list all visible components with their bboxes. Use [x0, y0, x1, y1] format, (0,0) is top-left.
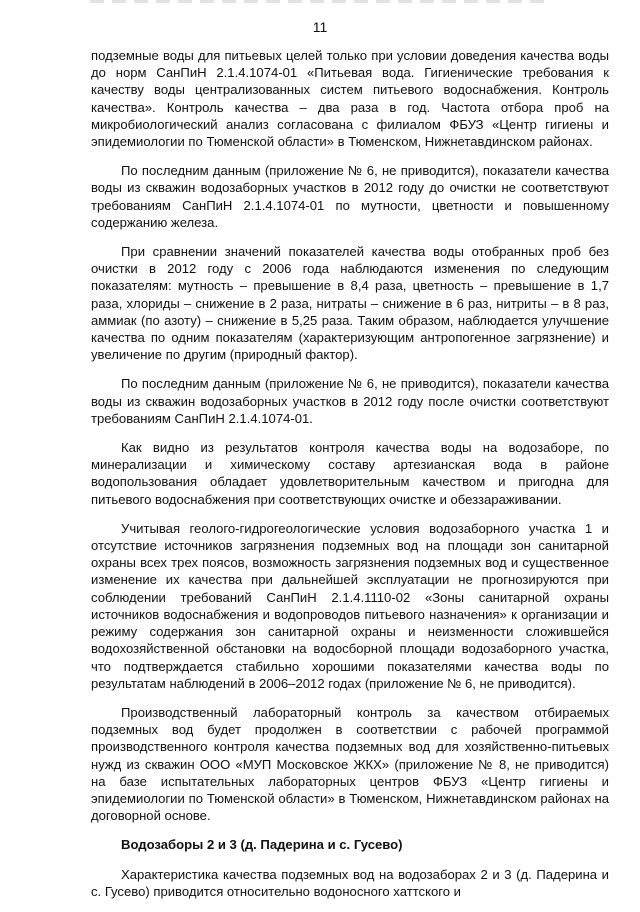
paragraph-lab-control: Производственный лабораторный контроль за качеством отбираемых подземных вод будет продолжен в соответствии с рабочей программой производственного контроля качества подземных вод для хозяйственно-питьевых нужд из скважин ООО «МУП Московское ЖКХ» (приложение № 8, не приводится) на базе испытательных лабораторных центров ФБУЗ «Центр гигиены и эпидемиологии по Тюменской области» в Тюменском, Нижнетавдинском районах на договорной основе. — [91, 704, 609, 824]
paragraph-continuation: подземные воды для питьевых целей только при условии доведения качества воды до норм СанПиН 2.1.4.1074-01 «Питьевая вода. Гигиенические требования к качеству воды централизованных систем питьевого водоснабжения. Контроль качества». Контроль качества – два раза в год. Частота отбора проб на микробиологический анализ согласована с филиалом ФБУЗ «Центр гигиены и эпидемиологии по Тюменской области» в Тюменском, Нижнетавдинском районах. — [91, 48, 609, 150]
paragraph-mineralization: Как видно из результатов контроля качества воды на водозаборе, по минерализации и химическому составу артезианская вода в районе водопользования обладает удовлетворительным качеством и пригодна для питьевого водоснабжения при соответствующих очистке и обеззараживании. — [91, 440, 609, 507]
paragraph-comparison-2006-2012: При сравнении значений показателей качества воды отобранных проб без очистки в 2012 году с 2006 года наблюдаются изменения по следующим показателям: мутность – превышение в 8,4 раза, цветность – превышение в 1,7 раза, хлориды – снижение в 2 раза, нитраты – снижение в 6 раз, нитриты – в 8 раз, аммиак (по азоту) – снижение в 5,25 раза. Таким образом, наблюдается улучшение качества по одним показателям (характеризующим антропогенное загрязнение) и увеличение по другим (природный фактор). — [91, 244, 609, 363]
section-heading: Водозаборы 2 и 3 (д. Падерина и с. Гусево) — [121, 837, 403, 853]
document-body — [91, 47, 609, 912]
paragraph-characteristics: Характеристика качества подземных вод на водозаборах 2 и 3 (д. Падерина и с. Гусево) приводится относительно водоносного хаттского и — [91, 866, 609, 899]
paragraph-geological-conditions: Учитывая геолого-гидрогеологические условия водозаборного участка 1 и отсутствие источников загрязнения подземных вод на площади зон санитарной охраны всех трех поясов, возможность загрязнения подземных вод и существенное изменение их качества при дальнейшей эксплуатации не прогнозируются при соблюдении требований СанПиН 2.1.4.1110-02 «Зоны санитарной охраны источников водоснабжения и водопроводов питьевого назначения» к организации и режиму содержания зон санитарной охраны и неизменности сложившейся водохозяйственной обстановки на водосборной площади водозаборного участка, что подтверждается стабильно хорошими показателями качества воды по результатам наблюдений в 2006–2012 годах (приложение № 6, не приводится). — [91, 520, 609, 691]
paragraph-quality-before-treatment: По последним данным (приложение № 6, не приводится), показатели качества воды из скважин водозаборных участков в 2012 году до очистки не соответствуют требованиям СанПиН 2.1.4.1074-01 по мутности, цветности и повышенному содержанию железа. — [91, 163, 609, 230]
page-number: 11 — [312, 19, 328, 35]
scan-artifact — [90, 0, 550, 3]
paragraph-quality-after-treatment: По последним данным (приложение № 6, не приводится), показатели качества воды из скважин водозаборных участков в 2012 году после очистки соответствуют требованиям СанПиН 2.1.4.1074-01. — [91, 376, 609, 426]
